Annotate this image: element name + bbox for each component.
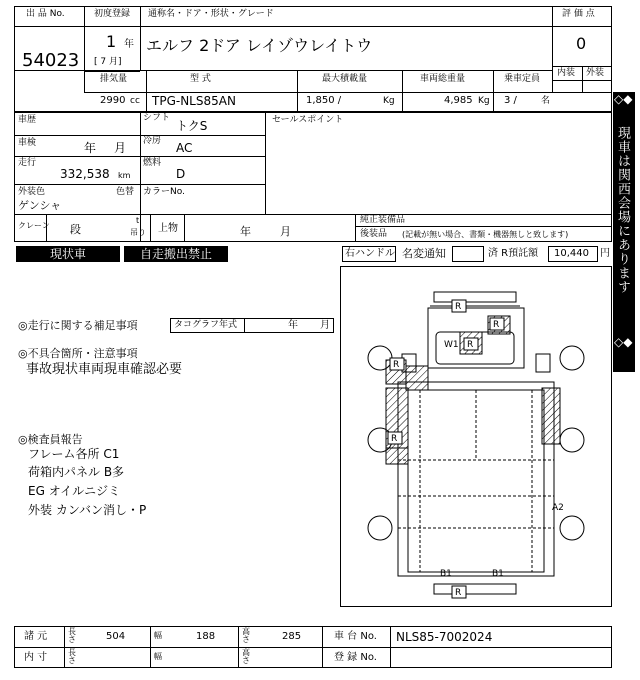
history-label: 車歴 — [18, 115, 37, 125]
max-load-label: 最大積載量 — [322, 74, 368, 84]
side-banner-bottom-marks: ◇◆ — [614, 335, 633, 349]
sales-point-label: セールスポイント — [272, 115, 344, 125]
model-label: 型 式 — [190, 74, 211, 84]
report-line-3: EG オイルニジミ — [28, 484, 121, 498]
aftermarket-label: 後装品 — [360, 229, 388, 239]
diagram-mark-left-r: R — [393, 360, 400, 370]
diagram-mark-side-r: R — [391, 434, 398, 444]
width-label: 幅 — [154, 631, 162, 640]
displacement-value: 2990 — [100, 95, 126, 106]
mileage-value: 332,538 — [60, 167, 110, 181]
inspector-report-label: ◎検査員報告 — [18, 433, 83, 446]
aircon-value: AC — [176, 141, 193, 155]
interior-score-label: 内装 — [557, 68, 576, 78]
lift-label: 上物 — [158, 223, 178, 234]
fuel-label: 燃料 — [143, 158, 162, 168]
recycle-unit: 円 — [600, 248, 610, 259]
gross-weight-label: 車両総重量 — [420, 74, 466, 84]
displacement-unit: cc — [130, 96, 140, 106]
height-value: 285 — [282, 631, 302, 642]
gross-weight-unit: Kg — [478, 96, 490, 106]
score-value: 0 — [576, 34, 587, 53]
capacity-value: 3 / — [504, 95, 517, 106]
width-value: 188 — [196, 631, 216, 642]
crane-label: クレーン — [18, 221, 50, 230]
current-car-badge: 現状車 — [16, 246, 120, 262]
recycle-label: 済 R預託額 — [488, 248, 539, 259]
color-no-label: カラーNo. — [143, 187, 185, 197]
inspection-month-unit: 月 — [114, 141, 127, 155]
length-value: 504 — [106, 631, 126, 642]
first-reg-label: 初度登録 — [94, 9, 131, 19]
chassis-label: 車 台 No. — [334, 631, 377, 642]
crane-stage: 段 — [70, 223, 81, 236]
mileage-label: 走行 — [18, 158, 37, 168]
aircon-label: 冷房 — [143, 136, 162, 146]
max-load-unit: Kg — [383, 96, 395, 106]
vehicle-damage-diagram — [340, 266, 612, 608]
lift-year-unit: 年 — [240, 225, 251, 238]
exterior-score-label: 外装 — [586, 68, 605, 78]
gross-weight-value: 4,985 — [444, 95, 473, 106]
driving-notes-label: ◎走行に関する補足事項 — [18, 319, 138, 332]
capacity-unit: 名 — [541, 96, 551, 106]
report-line-2: 荷箱内パネル B多 — [28, 465, 125, 479]
diagram-mark-cab-r: R — [467, 340, 474, 350]
car-name: エルフ 2ドア レイゾウレイトウ — [146, 36, 373, 55]
name-change-box — [452, 246, 484, 262]
displacement-label: 排気量 — [100, 74, 128, 84]
interior-height-label: 高さ — [242, 648, 250, 665]
lift-month-unit: 月 — [280, 225, 291, 238]
diagram-mark-b1-left: B1 — [440, 569, 452, 579]
mileage-unit: km — [118, 171, 131, 180]
fuel-value: D — [176, 167, 186, 181]
no-self-drive-badge: 自走搬出禁止 — [124, 246, 228, 262]
tacho-month: 月 — [320, 320, 330, 331]
diagram-mark-rear-r: R — [455, 588, 462, 598]
model-value: TPG-NLS85AN — [152, 94, 236, 108]
capacity-label: 乗車定員 — [504, 74, 541, 84]
defects-label: ◎不具合箇所・注意事項 — [18, 347, 138, 360]
car-name-label: 通称名・ドア・形状・グレード — [148, 9, 274, 19]
chassis-value: NLS85-7002024 — [396, 630, 493, 644]
lot-label: 出 品 No. — [26, 9, 65, 19]
defects-text: 事故現状車両現車確認必要 — [26, 362, 183, 377]
report-line-1: フレーム各所 C1 — [28, 447, 120, 461]
name-change-label: 名変通知 — [402, 247, 446, 260]
diagram-mark-cab-right-r: R — [493, 320, 500, 330]
crane-t: t — [136, 216, 140, 225]
dims-label: 諸 元 — [24, 631, 48, 642]
interior-length-label: 長さ — [68, 648, 76, 665]
interior-dims-label: 内 寸 — [24, 652, 48, 663]
interior-width-label: 幅 — [154, 652, 162, 661]
side-banner-text: 現車は関西会場にあります — [615, 126, 630, 294]
lot-number: 54023 — [22, 50, 80, 71]
shift-value: トクS — [176, 119, 208, 133]
diagram-mark-b1-right: B1 — [492, 569, 504, 579]
tacho-label: タコグラフ年式 — [174, 320, 238, 330]
report-line-4: 外装 カンバン消し・P — [28, 503, 147, 517]
genuine-equip-label: 純正装備品 — [360, 215, 406, 225]
diagram-mark-front-r: R — [455, 302, 462, 312]
first-reg-year-unit: 年 — [124, 39, 134, 50]
registration-label: 登 録 No. — [334, 652, 377, 663]
color-change-label: 色替 — [116, 187, 135, 197]
color-label: 外装色 — [18, 187, 46, 197]
first-reg-month: [ 7 月] — [94, 57, 122, 67]
color-value: ゲンシャ — [18, 199, 62, 212]
score-label: 評 価 点 — [562, 9, 595, 19]
steering-value: 右ハンドル — [345, 248, 395, 259]
shift-label: シフト — [143, 113, 171, 123]
diagram-mark-w1: W1 — [444, 340, 459, 350]
first-reg-year: 1 — [106, 32, 117, 51]
inspection-year-unit: 年 — [84, 141, 97, 155]
recycle-amount: 10,440 — [554, 248, 589, 259]
aftermarket-note: (記載が無い場合、書類・機器無しと致します) — [402, 230, 569, 239]
tacho-year: 年 — [288, 320, 298, 331]
diagram-mark-a2: A2 — [552, 503, 564, 513]
crane-hoist: 吊り — [130, 228, 146, 237]
inspection-label: 車検 — [18, 138, 37, 148]
max-load-value: 1,850 / — [306, 95, 342, 106]
height-label: 高さ — [242, 627, 250, 644]
length-label: 長さ — [68, 627, 76, 644]
side-banner-top-marks: ◇◆ — [614, 92, 633, 106]
